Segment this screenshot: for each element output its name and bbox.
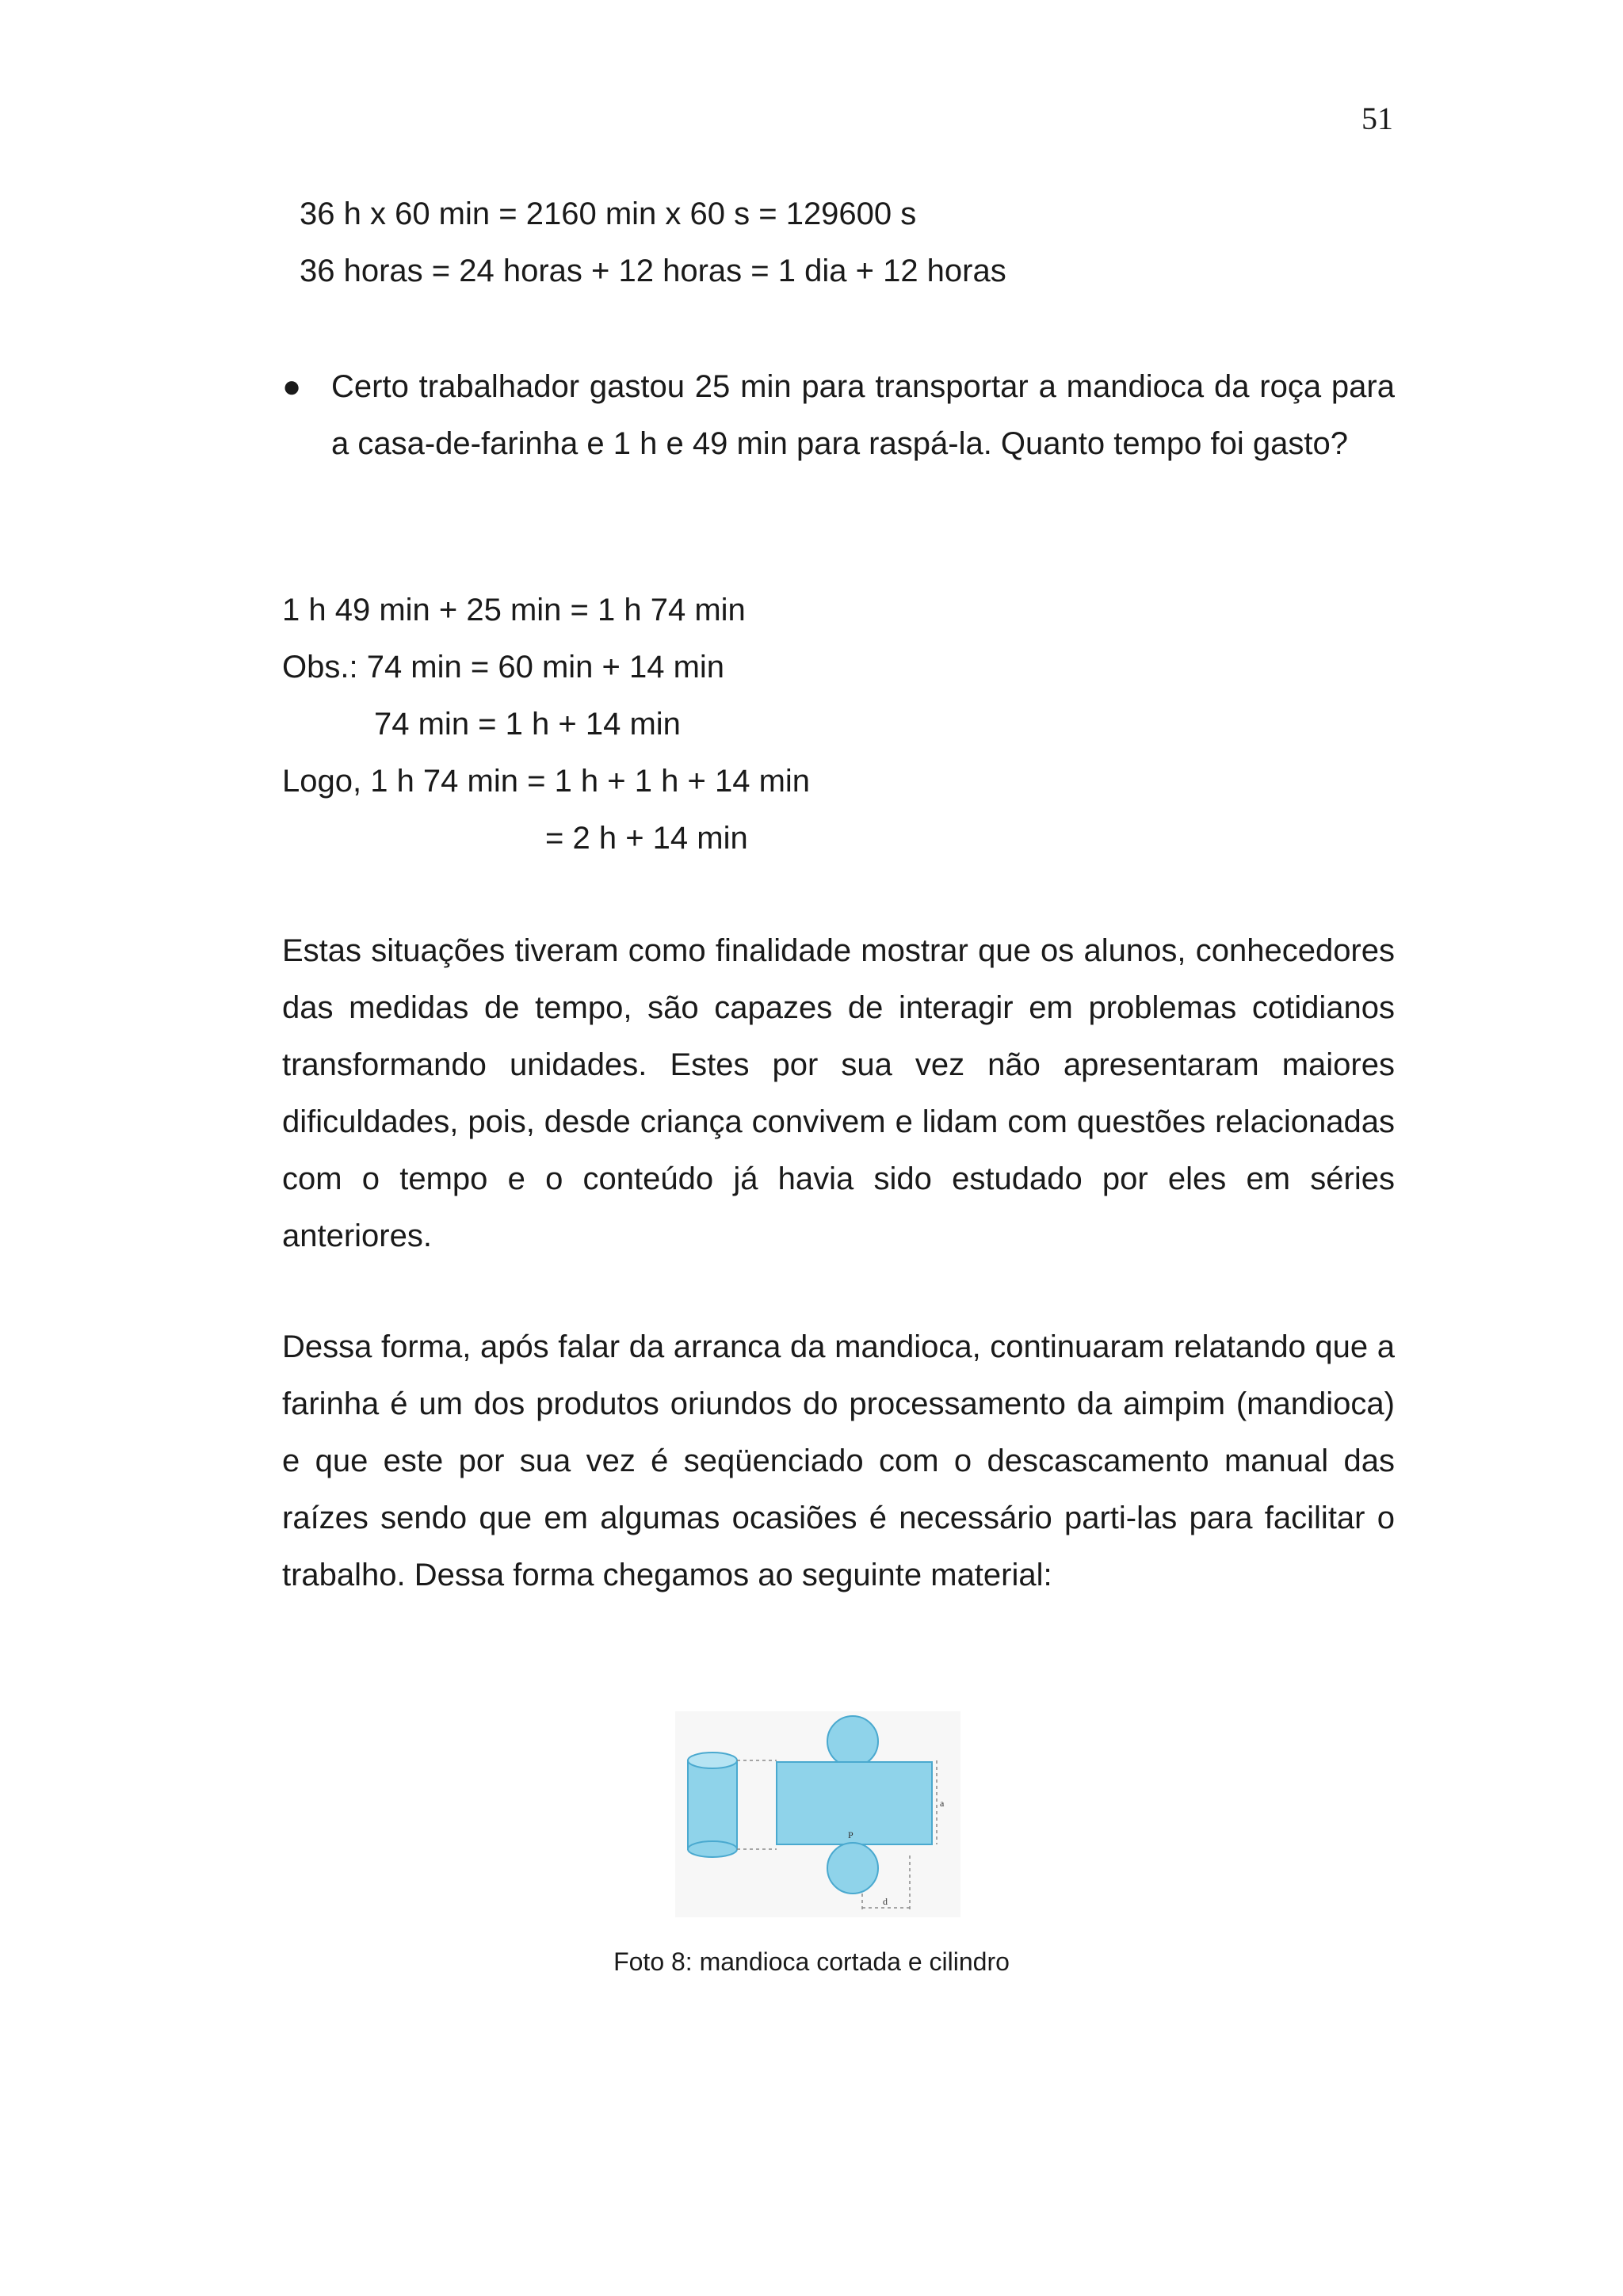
figure-caption: Foto 8: mandioca cortada e cilindro — [613, 1947, 1010, 1976]
net-bottom-disc — [827, 1843, 878, 1894]
calc-line-hours: 36 horas = 24 horas + 12 horas = 1 dia + 12 horas — [300, 254, 1006, 288]
bullet-text: Certo trabalhador gastou 25 min para transportar a mandioca da roça para a casa-de-farinha e 1 h e 49 min para raspá-la. Quanto tempo foi gasto? — [331, 369, 1395, 461]
label-a: a — [940, 1798, 945, 1809]
cylinder-figure — [675, 1711, 960, 1917]
calc-obs-line: Obs.: 74 min = 60 min + 14 min — [282, 650, 725, 685]
cylinder-shape — [688, 1753, 737, 1857]
net-top-disc — [827, 1716, 878, 1767]
cylinder-net-diagram — [675, 1711, 960, 1917]
paragraph-situations: Estas situações tiveram como finalidade mostrar que os alunos, conhecedores das medidas de tempo, são capazes de interagir em problemas cotidianos transformando unidades. Estes por sua vez não apresentaram maiores dificuldades, pois, desde criança convivem e lidam com questões relacionadas com o tempo e o conteúdo já havia sido estudado por eles em séries anteriores. — [282, 933, 1395, 1253]
calc-line-seconds: 36 h x 60 min = 2160 min x 60 s = 129600 s — [300, 196, 917, 231]
bullet-icon: ● — [282, 369, 302, 404]
label-d: d — [883, 1896, 888, 1907]
paragraph-process: Dessa forma, após falar da arranca da mandioca, continuaram relatando que a farinha é um dos produtos oriundos do processamento da aimpim (mandioca) e que este por sua vez é seqüenciado com o descascamento manual das raízes sendo que em algumas ocasiões é necessário parti-las para facilitar o trabalho. Dessa forma chegamos ao seguinte material: — [282, 1329, 1395, 1592]
calc-logo-line: Logo, 1 h 74 min = 1 h + 1 h + 14 min — [282, 764, 811, 799]
net-lateral-rectangle — [777, 1762, 932, 1844]
page-number: 51 — [1361, 101, 1393, 136]
label-p: P — [848, 1829, 854, 1840]
calc-sum-line: 1 h 49 min + 25 min = 1 h 74 min — [282, 593, 746, 627]
calc-obs-line-2: 74 min = 1 h + 14 min — [374, 707, 681, 742]
calc-result-line: = 2 h + 14 min — [545, 821, 748, 856]
